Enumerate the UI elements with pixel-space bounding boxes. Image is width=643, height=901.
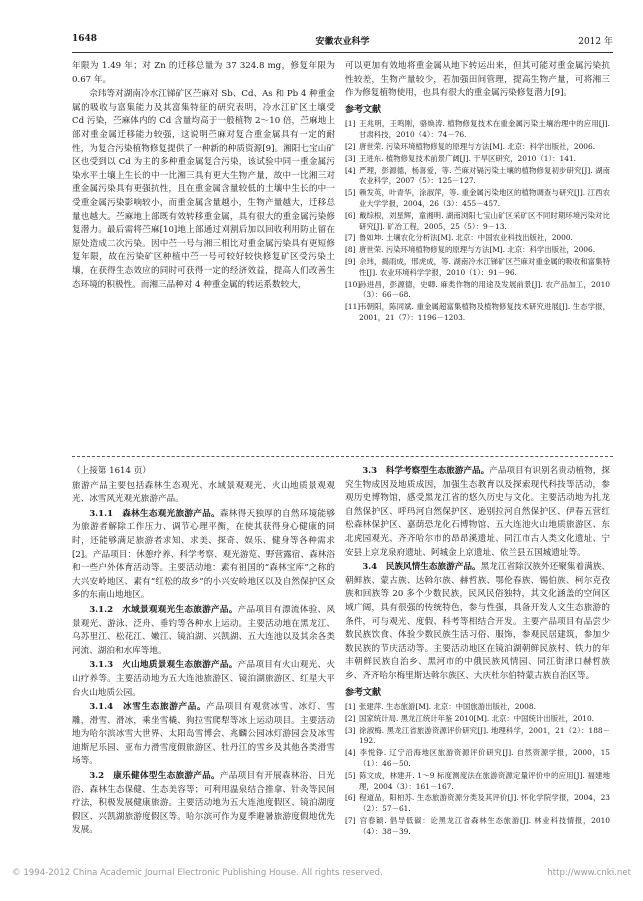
reference-number: [7] bbox=[345, 816, 356, 826]
reference-text: 佘玮，揭雨成，邢虎成，等. 湖南冷水江锑矿区苎麻对重金属的吸收和富集特性[J]. 农业环境科学学报，2010（1）：91－96. bbox=[359, 256, 610, 277]
reference-text: 唐世荣. 污染环境植物修复的原理与方法[M]. 北京：科学出版社，2006. bbox=[359, 245, 596, 255]
subsection-heading: 3.1.2 水域景观观光生态旅游产品。 bbox=[89, 604, 238, 615]
reference-text: 程道品，阳柏苏. 生态旅游资源分类及其评价[J]. 怀化学院学报，2004，23（2）：57－61. bbox=[359, 793, 610, 814]
reference-text: 陈文成，林建开. 1～9 标度测度法在旅游资源定量评价中的应用[J]. 福建地理，2004（3）：161－167. bbox=[359, 770, 610, 791]
paragraph bbox=[72, 701, 335, 769]
references-list bbox=[345, 119, 610, 323]
reference-number: [1] bbox=[345, 702, 356, 712]
paragraph bbox=[345, 561, 610, 683]
reference-text: 徐淑梅. 黑龙江省旅游资源评价研究[J]. 地理科学，2001，21（2）：188－192. bbox=[359, 725, 610, 746]
reference-item bbox=[345, 119, 610, 141]
reference-number: [7] bbox=[345, 233, 356, 243]
article-column-right-top bbox=[345, 60, 610, 452]
reference-item bbox=[345, 771, 610, 793]
reference-item bbox=[345, 154, 610, 165]
reference-item bbox=[345, 726, 610, 748]
references-title: 参考文献 bbox=[345, 104, 382, 115]
article-column-left-bottom bbox=[72, 465, 335, 845]
reference-text: 张建萍. 生态旅游[M]. 北京：中国旅游出版社，2008. bbox=[359, 702, 536, 712]
subsection-heading: 3.1.3 火山地质景观生态旅游产品。 bbox=[89, 660, 238, 671]
reference-number: [3] bbox=[345, 153, 356, 163]
reference-text: 鲁如坤. 土壤农化分析法[M]. 北京：中国农业科技出版社，2000. bbox=[359, 233, 573, 243]
subsection-text: 产品项目有开展森林浴、日光浴、森林生态保健、生态美容等；可利用温泉结合推拿、针灸等民间疗法，积极发展健康旅游。主要活动地为五大连池度假区、镜泊湖度假区、兴凯湖旅游度假区等。哈尔滨可作为夏季避暑旅游度假地优先发展。 bbox=[72, 771, 335, 836]
paragraph: 可以更加有效地将重金属从地下转运出来，但其可能对重金属污染抗性较差，生物产量较少，若加强田间管理，提高生物产量，可将湘三作为修复植物使用，也具有很大的重金属污染修复潜力[9]。 bbox=[345, 61, 610, 99]
reference-number: [5] bbox=[345, 188, 356, 198]
conclusion-text bbox=[345, 60, 610, 101]
reference-text: 严理，彭源德，杨喜爱，等. 苎麻对镉污染土壤的植物修复初步研究[J]. 湖南农业科学，2007（5）：125－127. bbox=[359, 165, 610, 186]
reference-item bbox=[345, 245, 610, 256]
reference-number: [8] bbox=[345, 245, 356, 255]
publisher-url[interactable]: http://www.cnki.net bbox=[547, 868, 631, 878]
tourism-products-text bbox=[72, 480, 335, 838]
paragraph bbox=[72, 508, 335, 603]
subsection-heading: 3.2 康乐健体型生态旅游产品。 bbox=[89, 771, 220, 782]
subsection-text: 产品项目有漂流体验、风景观光、游泳、泛舟、垂钓等各种水上运动。主要活动地在黑龙江、乌苏里江、松花江、嫩江、镜泊湖、兴凯湖、五大连池以及其余各类河流、湖泊和水库等地。 bbox=[72, 604, 335, 656]
references-list-2 bbox=[345, 702, 610, 838]
reference-item bbox=[345, 816, 610, 838]
continuation-label: （上接第 1614 页） bbox=[72, 466, 151, 476]
paragraph bbox=[345, 465, 610, 560]
reference-number: [2] bbox=[345, 141, 356, 151]
reference-number: [6] bbox=[345, 210, 356, 220]
reference-text: 韦朝阳，陈同斌. 重金属超富集植物及植物修复技术研究进展[J]. 生态学报，2001，21（7）：1196－1203. bbox=[359, 302, 610, 322]
subsection-heading: 3.1.4 冰雪生态旅游产品。 bbox=[89, 702, 207, 713]
article-divider bbox=[72, 456, 613, 457]
reference-text: 戴综根，刘星辉，童湘明. 湖南浏阳七宝山矿区采矿区不同时期环境污染对比研究[J]. 矿冶工程，2005，25（5）：9－13. bbox=[359, 210, 610, 231]
reference-item bbox=[345, 188, 610, 210]
reference-item bbox=[345, 280, 610, 302]
reference-text: 王进东. 植物修复技术前景广阔[J]. 干旱区研究，2010（1）：141. bbox=[359, 153, 576, 163]
subsection-text: 黑龙江省除汉族外还聚集着满族、朝鲜族、蒙古族、达斡尔族、赫哲族、鄂伦春族、锡伯族、柯尔克孜族和回族等 20 多个少数民族，民风民俗独特，其文化涵盖的空间区域广阔，具有很强的传统特色，参与性强，具备开发人文生态旅游的条件，可与观光、度假、科考等相结合开发。主要产品项目有品尝少数民族饮食、体验少数民族生活习俗、服饰，参观民居建筑，参加少数民族的节庆活动等。主要活动地区在镜泊湖朝鲜民族村、铁力的年丰朝鲜民族自治乡、黑河市的中俄民族风情园、同江街津口赫哲族乡、齐齐哈尔梅里斯达斡尔族区、大庆杜尔伯特蒙古族自治区等。 bbox=[345, 562, 610, 681]
reference-item bbox=[345, 702, 610, 713]
publication-year: 2012 年 bbox=[578, 37, 613, 47]
reference-item bbox=[345, 142, 610, 153]
reference-item bbox=[345, 211, 610, 233]
reference-item bbox=[345, 793, 610, 815]
reference-item bbox=[345, 748, 610, 770]
subsection-heading: 3.4 民族风情生态旅游产品。 bbox=[362, 562, 481, 573]
reference-text: 李悦铮. 辽宁沿海地区旅游资源评价研究[J]. 自然资源学报，2000，15（1）：46－50. bbox=[359, 748, 610, 769]
subsection-heading: 3.3 科学考察型生态旅游产品。 bbox=[362, 466, 490, 476]
reference-number: [4] bbox=[345, 748, 356, 758]
paragraph: 佘玮等对湖南冷水江锑矿区苎麻对 Sb、Cd、As 和 Pb 4 种重金属的吸收与富集能力及其富集特征的研究表明，冷水江矿区土壤受 Cd 污染，苎麻体内的 Cd 含量均高于一般植物 2～10 倍，苎麻地上部对重金属迁移能力较强，这说明苎麻对复合重金属具有一定的耐性，为复合污染植物修复提供了一种新的种质资源[9]。湘阳七宝山矿区也受到以 Cd 为主的多种重金属复合污染，该试验中同一重金属污染水平土壤上生长的中一比湘三具有更大生物产量，故中一比湘三对重金属污染具有更强抗性，且在重金属含量较低的土壤中生长的中一受重金属污染影响较小，而重金属含量越小，生物产量越大，迁移总量也越大。苎麻地上部既有效转移重金属，具有很大的重金属污染修复潜力。最后需将苎麻[10]地上部通过刈割后加以回收利用防止留在原处造成二次污染。因中苎一号与湘三相比对重金属污染具有更短修复年限，故在污染矿区种植中苎一号可较好较快修复矿区受污染土壤，在获得生态效应的同时可获得一定的经济效益，提高人们改善生态环境的积极性。而湘三品种对 4 种重金属的转运系数较大， bbox=[72, 89, 335, 290]
reference-text: 唐世荣. 污染环境植物修复的原理与方法[M]. 北京：科学出版社，2006. bbox=[359, 141, 596, 151]
reference-number: [1] bbox=[345, 119, 356, 129]
subsection-heading: 3.1.1 森林生态观光旅游产品。 bbox=[89, 508, 220, 519]
subsection-text: 森林得天独厚的自然环境能够为旅游者解除工作压力、调节心理平衡，在使其获得身心健康的同时，还能够满足旅游者求知、求美、探奇、娱乐、健身等各种需求[2]。产品项目：休憩疗养、科学考察、观光游览、野营露宿、森林浴和一些户外体育活动等。主要活动地：素有祖国的“森林宝库”之称的大兴安岭地区、素有“红松的故乡”的小兴安岭地区以及自然保护区众多的东南山地地区。 bbox=[72, 508, 335, 601]
running-header bbox=[72, 34, 613, 50]
copyright-notice: © 1994-2012 China Academic Journal Electronic Publishing House. All rights reserved. bbox=[12, 868, 383, 878]
reference-item bbox=[345, 302, 610, 324]
article-column-left-top bbox=[72, 60, 335, 452]
references-title-2: 参考文献 bbox=[345, 687, 382, 698]
header-rule bbox=[72, 52, 613, 53]
page-number: 1648 bbox=[72, 34, 98, 44]
paragraph bbox=[72, 659, 335, 700]
reference-text: 赖发英，叶青华，涂淑萍，等. 重金属污染地区的植物调查与研究[J]. 江西农业大学学报，2004，26（3）：455－457. bbox=[359, 188, 610, 208]
journal-name: 安徽农业科学 bbox=[315, 37, 370, 47]
reference-text: 国家统计局. 黑龙江统计年鉴 2010[M]. 北京：中国统计出版社，2010. bbox=[359, 713, 595, 723]
reference-text: 孙进昌，彭源德，史卿. 麻类作物的用途及发展前景[J]. 农产品加工，2010（3）：66－68. bbox=[359, 279, 610, 300]
reference-number: [10] bbox=[345, 279, 361, 289]
reference-number: [3] bbox=[345, 725, 356, 735]
paragraph: 旅游产品主要包括森林生态观光、水域景观观光、火山地质景观观光、冰雪风光观光旅游产品。 bbox=[72, 480, 335, 505]
reference-number: [6] bbox=[345, 793, 356, 803]
reference-item bbox=[345, 257, 610, 279]
paragraph: 年限为 1.49 年；对 Zn 的迁移总量为 37 324.8 mg，修复年限为 0.67 年。 bbox=[72, 61, 335, 85]
article-column-right-bottom bbox=[345, 465, 610, 845]
subsection-text: 产品项目有火山观光、火山疗养等。主要活动地为五大连池旅游区、镜泊湖旅游区、红星大平台火山地质公园。 bbox=[72, 660, 335, 698]
reference-item bbox=[345, 233, 610, 244]
reference-number: [2] bbox=[345, 713, 356, 723]
reference-item bbox=[345, 714, 610, 725]
reference-text: 王兆明，王鸣刚，骆焕涛. 植物修复技术在重金属污染土壤治理中的应用[J]. 甘肃科技，2010（4）：74－76. bbox=[359, 119, 610, 140]
reference-number: [4] bbox=[345, 165, 356, 175]
subsection-text: 产品项目有识别名贵动植物，探究生物成因及地质成因，加强生态教育以及探索现代科技等活动，参观历史博物馆，感受黑龙江省的悠久历史与文化。主要活动地为扎龙自然保护区、呼玛河自然保护区、逊别拉河自然保护区、伊春五营红松森林保护区、嘉荫恐龙化石博物馆、五大连池火山地质旅游区、东北虎园观光、齐齐哈尔市的昂昂溪遗址、同江市古人类文化遗址、宁安县上京龙泉府遗址、阿城金上京遗址、依兰县五国城遗址等。 bbox=[345, 466, 610, 558]
reference-text: 宫春颖. 倡导低碳：论黑龙江省森林生态旅游[J]. 林业科技情报，2010（4）：38－39. bbox=[359, 816, 610, 836]
paragraph bbox=[72, 604, 335, 658]
reference-number: [11] bbox=[345, 302, 361, 312]
reference-item bbox=[345, 166, 610, 188]
footer bbox=[12, 868, 631, 884]
paragraph bbox=[72, 770, 335, 838]
reference-number: [5] bbox=[345, 770, 356, 780]
tourism-products-text-cont bbox=[345, 465, 610, 684]
reference-number: [9] bbox=[345, 256, 356, 266]
subsection-text: 产品项目有观赏冰雪、冰灯、雪雕，滑雪、滑冰，乘坐雪橇、狗拉雪爬犁等冰上运动项目。主要活动地为哈尔滨冰雪大世界、太阳岛雪博会、兆麟公园冰灯游园会及冰雪迪斯尼乐园、亚布力滑雪度假旅游区、牡丹江的雪乡及其他各类滑雪场等。 bbox=[72, 702, 335, 767]
